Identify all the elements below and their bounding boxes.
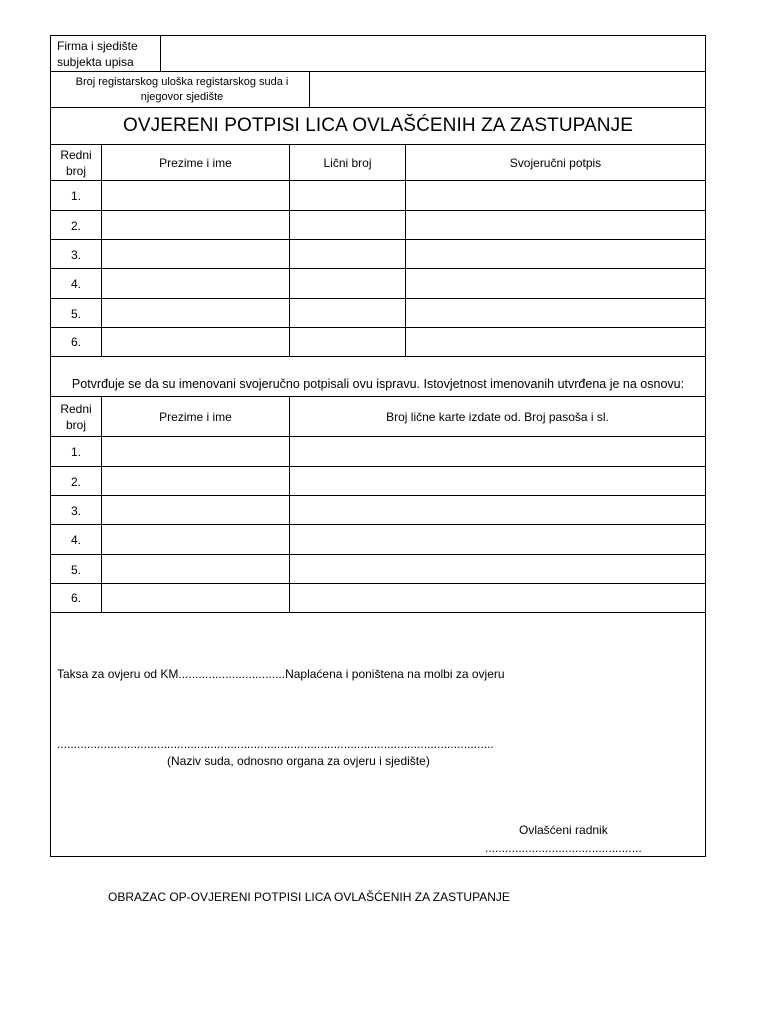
confirmation-text: Potvrđuje se da su imenovani svojeručno potpisali ovu ispravu. Istovjetnost imenovanih utvrđena je na osnovu: <box>71 377 685 391</box>
company-label: Firma i sjedište subjekta upisa <box>57 39 138 69</box>
t2-row-number: 1. <box>70 444 81 459</box>
t2-col-name: Prezime i ime <box>159 409 232 424</box>
form-title: OVJERENI POTPISI LICA OVLAŠĆENIH ZA ZASTUPANJE <box>123 115 633 136</box>
t1-row-number: 1. <box>70 188 81 203</box>
authorized-label: Ovlašćeni radnik <box>519 823 608 837</box>
t1-col-signature: Svojeručni potpis <box>509 155 602 170</box>
court-dotted-line: ................................................................................................................................... <box>57 737 494 751</box>
t1-col-id: Lični broj <box>323 155 372 170</box>
t2-row-number: 5. <box>70 562 81 577</box>
certification-form <box>50 35 706 857</box>
t1-row-number: 3. <box>70 247 81 262</box>
fee-text: Taksa za ovjeru od KM................................Naplaćena i poništena na molbi za ovjeru <box>57 667 505 681</box>
t2-col-document: Broj lične karte izdate od. Broj pasoša i sl. <box>386 409 609 424</box>
t1-row-number: 4. <box>70 276 81 291</box>
t2-row-number: 6. <box>70 591 81 605</box>
t1-row-number: 5. <box>70 306 81 321</box>
registry-label: Broj registarskog uloška registarskog suda i njegovor sjedište <box>75 75 289 103</box>
company-field[interactable] <box>161 36 705 72</box>
t1-col-name: Prezime i ime <box>159 155 232 170</box>
t2-row-number: 3. <box>70 503 81 518</box>
registry-field[interactable] <box>310 72 705 107</box>
t1-row-number: 2. <box>70 218 81 233</box>
t2-col-no: Redni broj <box>60 401 92 432</box>
t1-col-no: Redni broj <box>60 147 92 178</box>
t2-row-number: 4. <box>70 532 81 547</box>
signature-dotted-line: ............................................... <box>485 841 642 855</box>
t1-row-number: 6. <box>70 335 81 349</box>
t2-row-number: 2. <box>70 474 81 489</box>
bottom-caption: OBRAZAC OP-OVJERENI POTPISI LICA OVLAŠĆENIH ZA ZASTUPANJE <box>108 890 510 904</box>
court-label: (Naziv suda, odnosno organa za ovjeru i sjedište) <box>167 754 430 768</box>
